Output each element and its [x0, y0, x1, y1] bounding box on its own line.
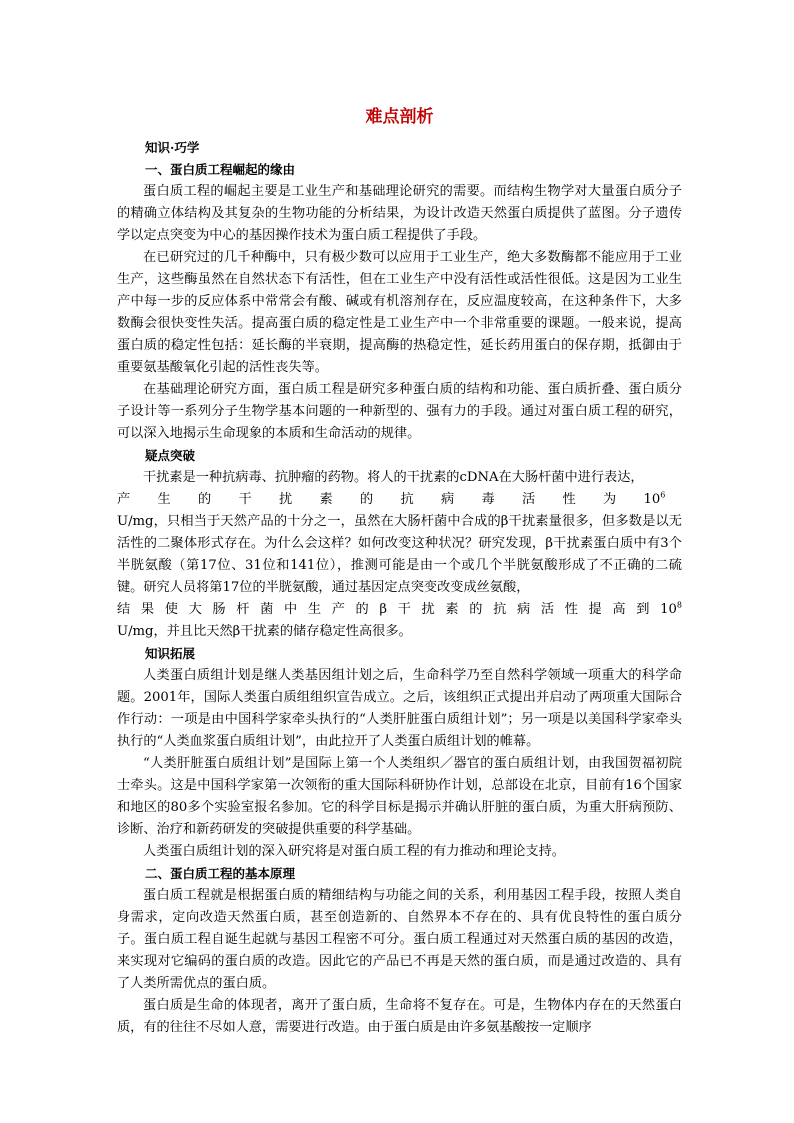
- spread-word: 抗: [400, 492, 414, 507]
- interferon-rest-1: U/mg，只相当于天然产品的十分之一，虽然在大肠杆菌中合成的β干扰素量很多，但多数是以无活性的二聚体形式存在。为什么会这样？如何改变这种状况？研究发现，β干扰素蛋白质中有3个半胱氨酸（第17位、31位和141位），推测可能是由一个或几个半胱氨酸形成了不正确的二硫键。研究人员将第17位的半胱氨酸，通过基因定点突变改变成丝氨酸，: [117, 514, 682, 595]
- spread-word: 病: [441, 492, 455, 507]
- interferon-line-2: [117, 489, 682, 511]
- heading-origin: 一、蛋白质工程崛起的缘由: [145, 162, 296, 177]
- paragraph-9: 蛋白质是生命的体现者，离开了蛋白质，生命将不复存在。可是，生物体内存在的天然蛋白质，有的往往不尽如人意，需要进行改造。由于蛋白质是由许多氨基酸按一定顺序: [117, 998, 682, 1035]
- spread-word: 毒: [481, 492, 495, 507]
- spread-word: 活: [522, 492, 536, 507]
- paragraph-2: 在已研究过的几千种酶中，只有极少数可以应用于工业生产，绝大多数酶都不能应用于工业生产，这些酶虽然在自然状态下有活性，但在工业生产中没有活性或活性很低。这是因为工业生产中每一步的反应体系中常常会有酸、碱或有机溶剂存在，反应温度较高，在这种条件下，大多数酶会很快变性失活。提高蛋白质的稳定性是工业生产中一个非常重要的课题。一般来说，提高蛋白质的稳定性包括：延长酶的半衰期，提高酶的热稳定性，延长药用蛋白的保存期，抵御由于重要氨基酸氧化引起的活性丧失等。: [117, 250, 682, 375]
- exp-1-base: 10: [643, 492, 661, 507]
- paragraph-6: “人类肝脏蛋白质组计划”是国际上第一个人类组织／器官的蛋白质组计划，由我国贺福初院士牵头。这是中国科学家第一次领衔的重大国际科研协作计划，总部设在北京，目前有16个国家和地区的80多个实验室报名参加。它的科学目标是揭示并确认肝脏的蛋白质，为重大肝病预防、诊断、治疗和新药研发的突破提供重要的科学基础。: [117, 756, 682, 837]
- interferon-spread-text: 结果使大肠杆菌中生产的β干扰素的抗病活性提高到: [117, 602, 661, 617]
- section-label: 知识·巧学: [145, 140, 200, 155]
- spread-word: 性: [562, 492, 576, 507]
- interferon-spread-2: [117, 599, 682, 621]
- spread-word: 生: [157, 492, 171, 507]
- exp-2-base: 10: [660, 602, 677, 617]
- spread-word: 的: [198, 492, 212, 507]
- paragraph-1: 蛋白质工程的崛起主要是工业生产和基础理论研究的需要。而结构生物学对大量蛋白质分子的精确立体结构及其复杂的生物功能的分析结果，为设计改造天然蛋白质提供了蓝图。分子遗传学以定点突变为中心的基因操作技术为蛋白质工程提供了手段。: [117, 184, 682, 243]
- spread-word: 扰: [279, 492, 293, 507]
- paragraph-interferon: [117, 467, 682, 643]
- heading-yidian: 疑点突破: [145, 448, 196, 463]
- heading-principle: 二、蛋白质工程的基本原理: [145, 866, 296, 881]
- spread-word: 干: [238, 492, 252, 507]
- paragraph-8: 蛋白质工程就是根据蛋白质的精细结构与功能之间的关系，利用基因工程手段，按照人类自身需求，定向改造天然蛋白质，甚至创造新的、自然界本不存在的、具有优良特性的蛋白质分子。蛋白质工程自诞生起就与基因工程密不可分。蛋白质工程通过对天然蛋白质的基因的改造，来实现对它编码的蛋白质的改造。因此它的产品已不再是天然的蛋白质，而是通过改造的、具有了人类所需优点的蛋白质。: [117, 888, 682, 991]
- spread-word: 产: [117, 492, 131, 507]
- exp-2-sup: 8: [676, 600, 682, 610]
- spread-word: 为: [603, 492, 617, 507]
- interferon-line-1: 干扰素是一种抗病毒、抗肿瘤的药物。将人的干扰素的cDNA在大肠杆菌中进行表达，: [143, 470, 644, 485]
- document-page: [117, 100, 682, 1039]
- paragraph-7: 人类蛋白质组计划的深入研究将是对蛋白质工程的有力推动和理论支持。: [143, 844, 565, 859]
- spread-word: 素: [319, 492, 333, 507]
- heading-tuozhan: 知识拓展: [145, 646, 196, 661]
- paragraph-3: 在基础理论研究方面，蛋白质工程是研究多种蛋白质的结构和功能、蛋白质折叠、蛋白质分子设计等一系列分子生物学基本问题的一种新型的、强有力的手段。通过对蛋白质工程的研究，可以深入地揭示生命现象的本质和生命活动的规律。: [117, 382, 682, 441]
- paragraph-5: 人类蛋白质组计划是继人类基因组计划之后，生命科学乃至自然科学领域一项重大的科学命题。2001年，国际人类蛋白质组组织宣告成立。之后，该组织正式提出并启动了两项重大国际合作行动：一项是由中国科学家牵头执行的“人类肝脏蛋白质组计划”；另一项是以美国科学家牵头执行的“人类血浆蛋白质组计划”，由此拉开了人类蛋白质组计划的帷幕。: [117, 668, 682, 749]
- interferon-rest-2: U/mg，并且比天然β干扰素的储存稳定性高很多。: [117, 624, 412, 639]
- exp-1-sup: 6: [660, 490, 666, 500]
- spread-word: 的: [360, 492, 374, 507]
- page-title: 难点剖析: [365, 107, 434, 127]
